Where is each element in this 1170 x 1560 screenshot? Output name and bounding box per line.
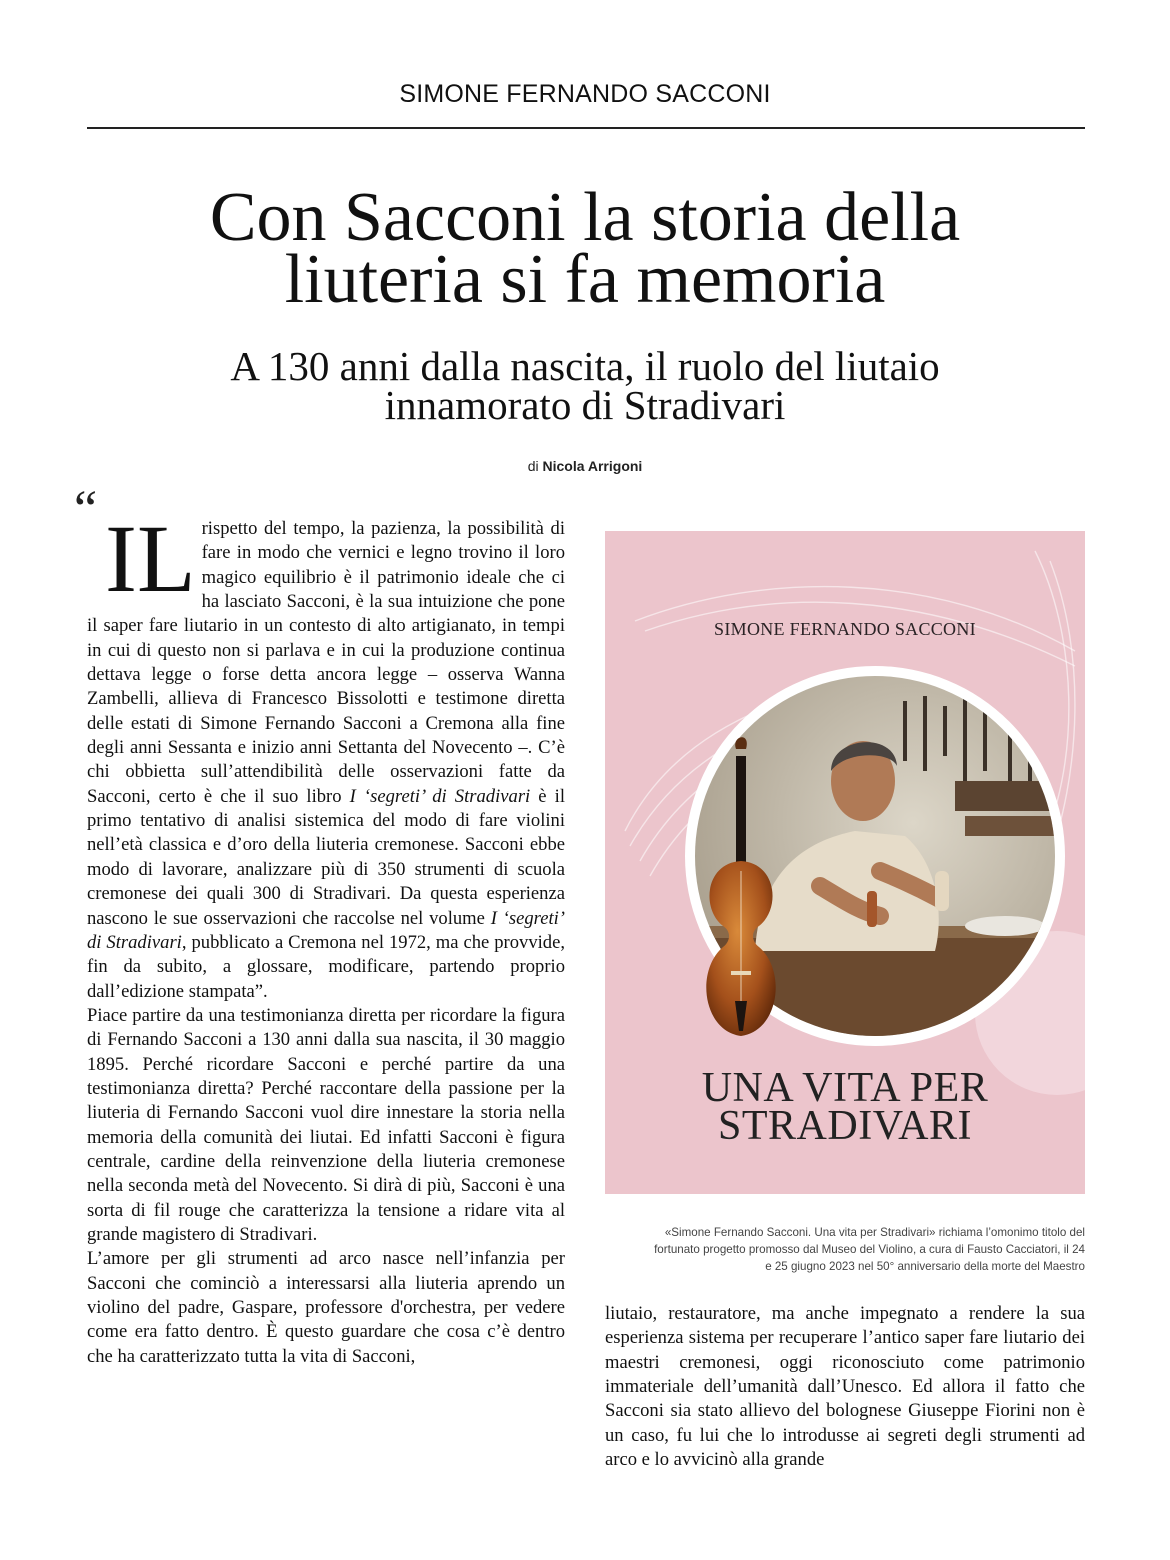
article-paragraph-3: L’amore per gli strumenti ad arco nasce nell’infanzia per Sacconi che cominciò a interessarsi alla liuteria aprendo un violino del padre, Gaspare, professore d'orchestra, per vedere come era fatto dentro. È questo guardare che cosa c’è dentro che ha caratterizzato tutta la vita di Sacconi, bbox=[87, 1248, 565, 1367]
article-paragraph-1: IL rispetto del tempo, la pazienza, la possibilità di fare in modo che vernici e legno trovino il loro magico equilibrio è il patrimonio ideale che ci ha lasciato Sacconi, è la sua intuizione che pone il saper fare liutario in un contesto di alto artigianato, in tempi in cui di questo non si parlava e in cui la produzione continua dettava legge o forse detta ancora legge – osserva Wanna Zambelli, allieva di Francesco Bissolotti e testimone diretta delle estati di Simone Fernando Sacconi a Cremona alla fine degli anni Sessanta e inizio anni Settanta del Novecento –. C’è chi obbietta sull’attendibilità delle osservazioni fatte da Sacconi, certo è che il suo libro I ‘segreti’ di Stradivari è il primo tentativo di analisi sistemica del modo di fare violini nell’età classica e d’oro della liuteria cremonese. Sacconi ebbe modo di lavorare, analizzare più di 350 strumenti di scuola cremonese dei quali 300 di Stradivari. Da questa esperienza nascono le sue osservazioni che raccolse nel volume I ‘segreti’ di Stradivari, pubblicato a Cremona nel 1972, ma che provvide, fin da subito, a glossare, modificare, partendo proprio dall’edizione stampata”. bbox=[87, 505, 566, 1002]
caption-line-2: fortunato progetto promosso dal Museo del Violino, a cura di Fausto Cacciatori, il 24 bbox=[654, 1243, 1085, 1256]
article-title bbox=[60, 179, 1110, 318]
byline-prefix: di bbox=[527, 458, 539, 474]
article-title-line-1: Con Sacconi la storia della bbox=[209, 179, 961, 256]
book-title: I ‘segreti’ di Stradivari bbox=[349, 785, 531, 807]
cover-title-line-1: UNA VITA PER bbox=[701, 1065, 989, 1111]
section-kicker: SIMONE FERNANDO SACCONI bbox=[399, 80, 771, 108]
caption-line-3: e 25 giugno 2023 nel 50° anniversario della morte del Maestro bbox=[765, 1260, 1085, 1273]
article-column-right bbox=[605, 1302, 1085, 1472]
image-caption bbox=[605, 1224, 1085, 1275]
cover-kicker: SIMONE FERNANDO SACCONI bbox=[714, 619, 976, 639]
cover-title bbox=[605, 1065, 1085, 1149]
opening-quote-mark: “ bbox=[74, 481, 98, 538]
dropcap: IL bbox=[105, 505, 196, 612]
article-subtitle bbox=[60, 343, 1110, 428]
cover-title-line-2: STRADIVARI bbox=[718, 1103, 972, 1149]
book-title: I ‘segreti’ di Stradivari bbox=[87, 907, 565, 953]
book-cover-image bbox=[605, 531, 1085, 1194]
caption-line-1: «Simone Fernando Sacconi. Una vita per Stradivari» richiama l’omonimo titolo del bbox=[664, 1226, 1085, 1239]
article-column-left bbox=[87, 505, 566, 1369]
article-paragraph-2: Piace partire da una testimonianza diretta per ricordare la figura di Fernando Sacconi a 130 anni dalla sua nascita, il 30 maggio 1895. Perché ricordare Sacconi e perché partire da una testimonianza diretta? Perché raccontare della passione per la liuteria di Fernando Sacconi vuol dire innestare la storia nella memoria della comunità dei liutai. Ed infatti Sacconi è figura centrale, cardine della reinvenzione della liuteria cremonese nella seconda metà del Novecento. Si dirà di più, Sacconi è una sorta di fil rouge che caratterizza la tensione a ridare vita al grande magistero di Stradivari. bbox=[87, 1004, 565, 1245]
header-rule bbox=[87, 127, 1085, 129]
article-title-line-2: liuteria si fa memoria bbox=[284, 241, 886, 318]
byline bbox=[0, 458, 1170, 474]
article-subtitle-line-1: A 130 anni dalla nascita, il ruolo del liutaio bbox=[230, 343, 940, 389]
article-paragraph-4: liutaio, restauratore, ma anche impegnato a rendere la sua esperienza sistema per recuperare l’antico saper fare liutario dei maestri cremonesi, oggi riconosciuto come patrimonio immateriale dell’umanità dall’Unesco. Ed allora il fatto che Sacconi sia stato allievo del bolognese Giuseppe Fiorini non è un caso, fu lui che lo introdusse ai segreti degli strumenti ad arco e lo avvicinò alla grande bbox=[605, 1303, 1085, 1471]
article-subtitle-line-2: innamorato di Stradivari bbox=[384, 382, 786, 428]
byline-author: Nicola Arrigoni bbox=[542, 458, 643, 474]
